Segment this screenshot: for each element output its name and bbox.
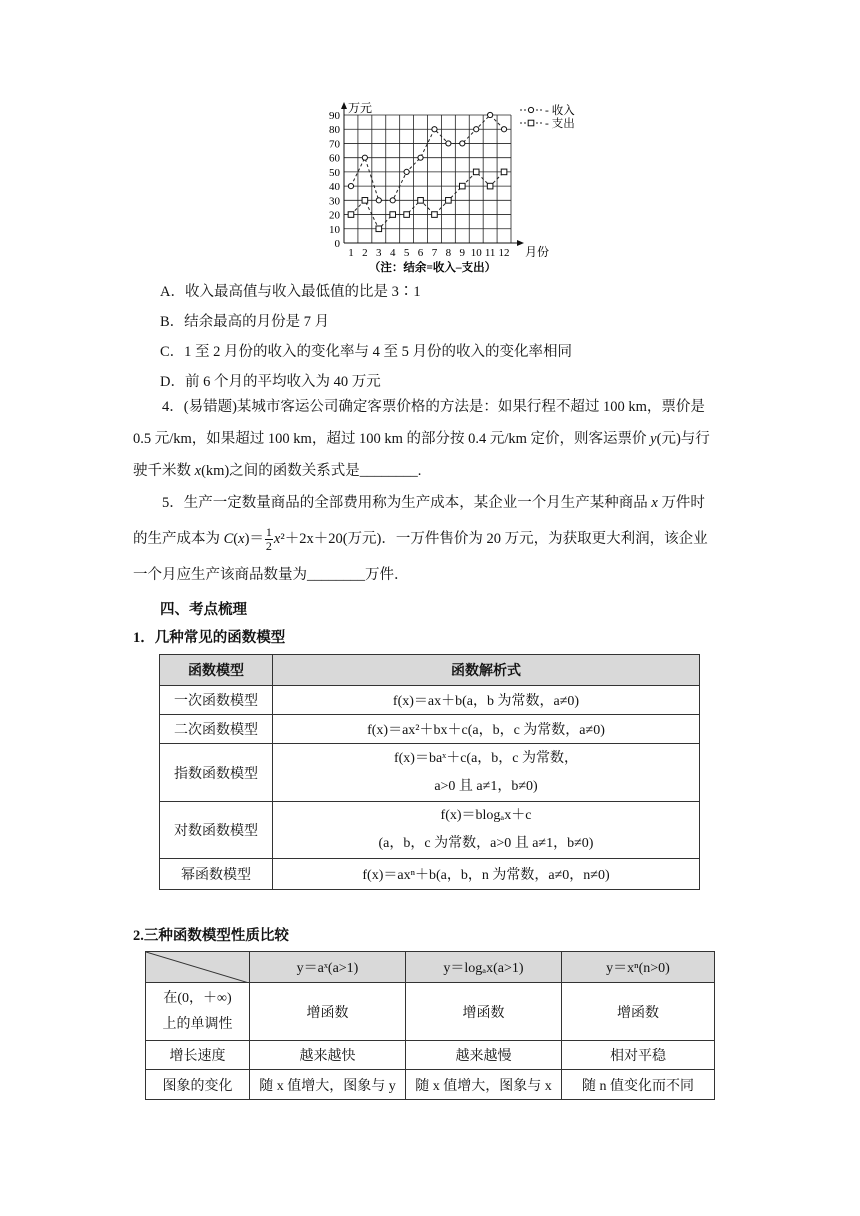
table1-cell-multiline [273, 802, 700, 859]
table1-line: a>0 且 a≠1，b≠0) [434, 778, 538, 794]
x-axis-arrow [517, 240, 524, 246]
x-tick-label: 4 [389, 247, 396, 259]
q4-line2: 0.5 元/km，如果超过 100 km，超过 100 km 的部分按 0.4 元/km 定价，则客运票价 y(元)与行 [133, 431, 710, 447]
x-tick-label: 10 [470, 247, 482, 259]
table1-cell-multiline [273, 744, 700, 802]
table1-cell: f(x)＝ax²＋bx＋c(a，b，c 为常数，a≠0) [273, 715, 700, 744]
option-d: D．前 6 个月的平均收入为 40 万元 [160, 374, 381, 390]
expense-point [473, 169, 479, 175]
comparison-table [145, 951, 715, 1100]
expense-point [487, 183, 493, 189]
table2-cell: 越来越快 [250, 1041, 406, 1070]
q4-line3: 驶千米数 x(km)之间的函数关系式是________. [133, 463, 422, 479]
table1-cell: f(x)＝ax＋b(a，b 为常数，a≠0) [273, 686, 700, 715]
table1-cell: 二次函数模型 [160, 715, 273, 744]
table2-row-label: 增长速度 [146, 1041, 250, 1070]
table2-cell: 相对平稳 [562, 1041, 715, 1070]
table1-cell: 幂函数模型 [160, 859, 273, 890]
q4-line2-text: 0.5 元/km，如果超过 100 km，超过 100 km 的部分按 0.4 元/km 定价，则客运票价 [133, 431, 651, 447]
x-tick-label: 3 [376, 247, 382, 259]
table1-cell: 指数函数模型 [160, 744, 273, 802]
table2-header: y＝logₐx(a>1) [406, 952, 562, 983]
table2-cell: 越来越慢 [406, 1041, 562, 1070]
option-c: C．1 至 2 月份的收入的变化率与 4 至 5 月份的收入的变化率相同 [160, 344, 573, 360]
income-point [404, 169, 409, 174]
table2-cell: 增函数 [406, 983, 562, 1041]
chart-note: （注：结余=收入–支出） [368, 262, 497, 274]
x-tick-label: 12 [498, 247, 510, 259]
expense-point [418, 198, 424, 204]
expense-point [376, 226, 382, 232]
income-point [474, 127, 479, 132]
legend-marker-circle [528, 107, 533, 112]
y-tick-label: 30 [329, 195, 340, 208]
y-axis-arrow [341, 102, 347, 109]
x-tick-label: 2 [362, 247, 368, 259]
option-b: B．结余最高的月份是 7 月 [160, 314, 330, 330]
table2-header: y＝aˣ(a>1) [250, 952, 406, 983]
income-point [501, 127, 506, 132]
table2-cell: 增函数 [250, 983, 406, 1041]
question-4 [133, 391, 733, 487]
income-point [488, 112, 493, 117]
table2-cell: 随 n 值变化而不同 [562, 1070, 715, 1100]
table1-header-formula: 函数解析式 [273, 655, 700, 686]
income-point [376, 198, 381, 203]
x-tick-label: 6 [417, 247, 424, 259]
q4-line1: 4．(易错题)某城市客运公司确定客票价格的方法是：如果行程不超过 100 km，票价是 [162, 399, 705, 415]
table2-cell: 随 x 值增大，图象与 x [406, 1070, 562, 1100]
income-point [432, 127, 437, 132]
x-axis-label: 月份 [525, 245, 550, 259]
question-5 [133, 487, 733, 591]
income-point [348, 184, 353, 189]
q5-line1-tail: 万件时 [657, 495, 705, 511]
expense-point [446, 198, 452, 204]
income-point [446, 141, 451, 146]
legend-marker-square [528, 120, 534, 126]
y-tick-label: 20 [329, 209, 340, 222]
table2-header: y＝xⁿ(n>0) [562, 952, 715, 983]
q4-line3-text: 驶千米数 [133, 463, 195, 479]
y-tick-label: 70 [329, 138, 340, 151]
q4-line2-tail: (元)与行 [656, 431, 710, 447]
legend-label: - 收入 [545, 105, 575, 117]
x-tick-label: 7 [431, 247, 438, 259]
q5-line1-text: 5．生产一定数量商品的全部费用称为生产成本，某企业一个月生产某种商品 [162, 495, 652, 511]
table2-row-label: 图象的变化 [146, 1070, 250, 1100]
q5-line3: 一个月应生产该商品数量为________万件． [133, 567, 409, 583]
x-tick-label: 5 [403, 247, 410, 259]
table1-line: (a，b，c 为常数，a>0 且 a≠1，b≠0) [378, 836, 594, 851]
x-tick-label: 9 [459, 247, 466, 259]
y-tick-label: 40 [329, 181, 340, 194]
expense-point [348, 212, 354, 218]
option-a: A．收入最高值与收入最低值的比是 3∶1 [160, 284, 421, 300]
expense-point [390, 212, 396, 218]
subheading-2: 2.三种函数模型性质比较 [133, 928, 289, 944]
y-tick-label: 80 [329, 124, 340, 137]
table1-cell: 对数函数模型 [160, 802, 273, 859]
table2-cell: 增函数 [562, 983, 715, 1041]
q5-line2: 的生产成本为 C(x)＝ $\frac{1}{2}$ x²＋2x＋20(万元)．一万件售价为 20 万元，为获取更大利润，该企业 [133, 525, 708, 554]
table2-line: 上的单调性 [162, 1016, 233, 1032]
y-tick-label: 10 [329, 223, 340, 236]
x-tick-label: 11 [484, 247, 496, 259]
income-point [390, 198, 395, 203]
fraction-one-half: $\frac{1}{2}$ [265, 525, 272, 554]
q5-line1: 5．生产一定数量商品的全部费用称为生产成本，某企业一个月生产某种商品 x 万件时 [162, 495, 705, 511]
expense-point [501, 169, 507, 175]
x-tick-label: 8 [445, 247, 452, 259]
q5-line2-text: 的生产成本为 [133, 531, 224, 547]
q4-line3-tail: (km)之间的函数关系式是________. [201, 463, 422, 479]
y-tick-label: 50 [329, 166, 340, 179]
expense-point [459, 183, 465, 189]
table2-line: 在(0，＋∞) [163, 990, 232, 1006]
expense-point [432, 212, 438, 218]
table1-header-model: 函数模型 [160, 655, 273, 686]
table2-corner-cell [146, 952, 250, 983]
income-point [362, 155, 367, 160]
expense-point [362, 198, 368, 204]
table1-cell: f(x)＝axⁿ＋b(a，b，n 为常数，a≠0，n≠0) [273, 859, 700, 890]
section-heading: 四、考点梳理 [160, 602, 247, 618]
table2-cell: 随 x 值增大，图象与 y [250, 1070, 406, 1100]
y-tick-label: 60 [329, 152, 340, 165]
expense-point [404, 212, 410, 218]
income-expense-chart [318, 96, 578, 276]
function-models-table [159, 654, 700, 890]
table2-row-label [146, 983, 250, 1041]
table1-line: f(x)＝blogₐx＋c [440, 808, 532, 823]
y-tick-label: 90 [329, 110, 340, 122]
y-tick-label: 0 [334, 238, 340, 250]
income-point [460, 141, 465, 146]
legend-label: - 支出 [545, 118, 575, 130]
q5-line2-tail: ＋2x＋20(万元)．一万件售价为 20 万元，为获取更大利润，该企业 [284, 531, 708, 547]
income-point [418, 155, 423, 160]
table1-cell: 一次函数模型 [160, 686, 273, 715]
y-axis-label: 万元 [348, 101, 373, 115]
x-tick-label: 1 [348, 247, 354, 259]
table1-line: f(x)＝baˣ＋c(a，b，c 为常数， [393, 750, 579, 766]
diagonal-line [146, 952, 249, 983]
subheading-1: 1．几种常见的函数模型 [133, 630, 286, 646]
